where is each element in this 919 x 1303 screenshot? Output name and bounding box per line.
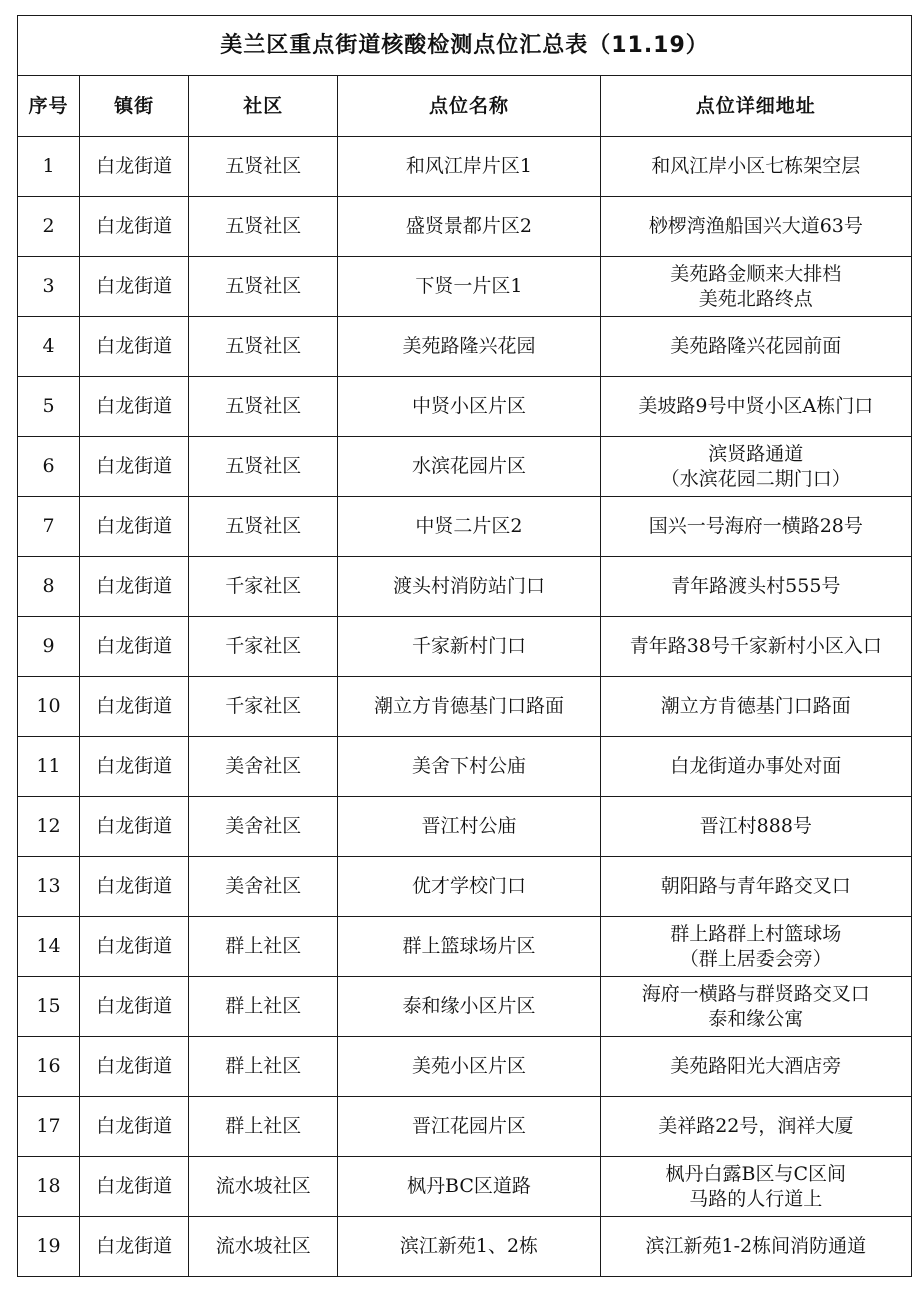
- cell-no: 3: [18, 257, 80, 317]
- cell-no: 4: [18, 317, 80, 377]
- cell-point: 千家新村门口: [338, 617, 600, 677]
- address-line: 泰和缘公寓: [708, 1007, 804, 1030]
- cell-community: 五贤社区: [189, 317, 338, 377]
- table-row: [18, 1157, 912, 1217]
- table-row: [18, 137, 912, 197]
- cell-no: 18: [18, 1157, 80, 1217]
- table-row: [18, 617, 912, 677]
- table-row: [18, 257, 912, 317]
- cell-no: 6: [18, 437, 80, 497]
- cell-community: 五贤社区: [189, 257, 338, 317]
- cell-community: 五贤社区: [189, 497, 338, 557]
- address-line: 国兴一号海府一横路28号: [648, 515, 863, 537]
- cell-community: 流水坡社区: [189, 1217, 338, 1277]
- cell-address: [600, 797, 911, 857]
- cell-point: 枫丹BC区道路: [338, 1157, 600, 1217]
- table-row: [18, 497, 912, 557]
- address-line: 美苑路阳光大酒店旁: [670, 1055, 842, 1077]
- header-town: 镇街: [80, 76, 189, 137]
- cell-point: 晋江村公庙: [338, 797, 600, 857]
- address-line: 白龙街道办事处对面: [670, 755, 842, 777]
- cell-no: 11: [18, 737, 80, 797]
- table-title: 美兰区重点街道核酸检测点位汇总表（11.19）: [18, 16, 912, 76]
- table-row: [18, 977, 912, 1037]
- cell-point: 晋江花园片区: [338, 1097, 600, 1157]
- address-line: 群上路群上村篮球场: [670, 922, 842, 945]
- cell-address: [600, 1217, 911, 1277]
- cell-town: 白龙街道: [80, 497, 189, 557]
- cell-no: 8: [18, 557, 80, 617]
- cell-point: 群上篮球场片区: [338, 917, 600, 977]
- cell-address: [600, 977, 911, 1037]
- cell-community: 五贤社区: [189, 437, 338, 497]
- cell-town: 白龙街道: [80, 737, 189, 797]
- cell-no: 14: [18, 917, 80, 977]
- address-line: 桫椤湾渔船国兴大道63号: [648, 215, 863, 237]
- cell-community: 五贤社区: [189, 137, 338, 197]
- cell-community: 千家社区: [189, 617, 338, 677]
- cell-address: [600, 617, 911, 677]
- cell-address: [600, 197, 911, 257]
- address-line: 美祥路22号，润祥大厦: [658, 1115, 854, 1137]
- title-row: [18, 16, 912, 76]
- cell-no: 13: [18, 857, 80, 917]
- cell-point: 美苑小区片区: [338, 1037, 600, 1097]
- address-line: 滨江新苑1-2栋间消防通道: [645, 1235, 867, 1257]
- cell-no: 5: [18, 377, 80, 437]
- cell-town: 白龙街道: [80, 557, 189, 617]
- address-line: 美苑路金顺来大排档: [670, 262, 842, 285]
- address-line: 枫丹白露B区与C区间: [665, 1162, 847, 1185]
- table-row: [18, 437, 912, 497]
- table-row: [18, 797, 912, 857]
- address-line: 马路的人行道上: [689, 1187, 823, 1210]
- header-address: 点位详细地址: [600, 76, 911, 137]
- cell-address: [600, 1157, 911, 1217]
- cell-point: 盛贤景都片区2: [338, 197, 600, 257]
- cell-point: 中贤二片区2: [338, 497, 600, 557]
- cell-point: 下贤一片区1: [338, 257, 600, 317]
- testing-points-table: [17, 15, 912, 1277]
- address-line: 美苑路隆兴花园前面: [670, 335, 842, 357]
- cell-town: 白龙街道: [80, 977, 189, 1037]
- address-line: 朝阳路与青年路交叉口: [660, 875, 851, 897]
- cell-no: 17: [18, 1097, 80, 1157]
- cell-address: [600, 497, 911, 557]
- cell-address: [600, 437, 911, 497]
- address-line: 海府一横路与群贤路交叉口: [641, 982, 870, 1005]
- cell-point: 和风江岸片区1: [338, 137, 600, 197]
- cell-no: 9: [18, 617, 80, 677]
- cell-no: 15: [18, 977, 80, 1037]
- cell-no: 16: [18, 1037, 80, 1097]
- cell-community: 千家社区: [189, 557, 338, 617]
- address-line: 美苑北路终点: [698, 287, 813, 310]
- cell-community: 流水坡社区: [189, 1157, 338, 1217]
- cell-community: 群上社区: [189, 1037, 338, 1097]
- cell-town: 白龙街道: [80, 1157, 189, 1217]
- cell-town: 白龙街道: [80, 377, 189, 437]
- table-row: [18, 1037, 912, 1097]
- table-row: [18, 557, 912, 617]
- cell-no: 1: [18, 137, 80, 197]
- cell-address: [600, 1037, 911, 1097]
- table-row: [18, 737, 912, 797]
- cell-town: 白龙街道: [80, 1037, 189, 1097]
- address-line: 滨贤路通道: [708, 442, 804, 465]
- cell-community: 群上社区: [189, 1097, 338, 1157]
- cell-point: 滨江新苑1、2栋: [338, 1217, 600, 1277]
- cell-point: 美舍下村公庙: [338, 737, 600, 797]
- cell-point: 美苑路隆兴花园: [338, 317, 600, 377]
- table-row: [18, 857, 912, 917]
- cell-community: 五贤社区: [189, 197, 338, 257]
- address-line: 晋江村888号: [699, 815, 812, 837]
- cell-town: 白龙街道: [80, 797, 189, 857]
- address-line: 青年路渡头村555号: [671, 575, 841, 597]
- table-row: [18, 677, 912, 737]
- cell-town: 白龙街道: [80, 677, 189, 737]
- address-line: 潮立方肯德基门口路面: [660, 695, 851, 717]
- cell-community: 千家社区: [189, 677, 338, 737]
- table-row: [18, 197, 912, 257]
- cell-town: 白龙街道: [80, 257, 189, 317]
- cell-no: 2: [18, 197, 80, 257]
- cell-address: [600, 317, 911, 377]
- cell-no: 12: [18, 797, 80, 857]
- cell-address: [600, 137, 911, 197]
- cell-no: 10: [18, 677, 80, 737]
- cell-town: 白龙街道: [80, 137, 189, 197]
- cell-address: [600, 377, 911, 437]
- cell-town: 白龙街道: [80, 917, 189, 977]
- header-no: 序号: [18, 76, 80, 137]
- cell-town: 白龙街道: [80, 617, 189, 677]
- cell-address: [600, 737, 911, 797]
- cell-point: 潮立方肯德基门口路面: [338, 677, 600, 737]
- table-row: [18, 917, 912, 977]
- cell-community: 美舍社区: [189, 857, 338, 917]
- table-body: [18, 137, 912, 1277]
- table-row: [18, 1097, 912, 1157]
- cell-community: 群上社区: [189, 977, 338, 1037]
- cell-address: [600, 857, 911, 917]
- cell-point: 中贤小区片区: [338, 377, 600, 437]
- cell-town: 白龙街道: [80, 317, 189, 377]
- cell-address: [600, 257, 911, 317]
- table-row: [18, 377, 912, 437]
- cell-point: 渡头村消防站门口: [338, 557, 600, 617]
- cell-community: 群上社区: [189, 917, 338, 977]
- address-line: 青年路38号千家新村小区入口: [629, 635, 882, 657]
- cell-address: [600, 557, 911, 617]
- table-row: [18, 317, 912, 377]
- cell-point: 泰和缘小区片区: [338, 977, 600, 1037]
- cell-address: [600, 917, 911, 977]
- cell-point: 水滨花园片区: [338, 437, 600, 497]
- cell-no: 7: [18, 497, 80, 557]
- cell-community: 美舍社区: [189, 797, 338, 857]
- cell-community: 五贤社区: [189, 377, 338, 437]
- address-line: 和风江岸小区七栋架空层: [651, 155, 861, 177]
- cell-town: 白龙街道: [80, 437, 189, 497]
- header-community: 社区: [189, 76, 338, 137]
- cell-town: 白龙街道: [80, 197, 189, 257]
- table-row: [18, 1217, 912, 1277]
- cell-town: 白龙街道: [80, 1217, 189, 1277]
- cell-town: 白龙街道: [80, 1097, 189, 1157]
- cell-community: 美舍社区: [189, 737, 338, 797]
- address-line: 美坡路9号中贤小区A栋门口: [638, 395, 874, 417]
- header-row: [18, 76, 912, 137]
- address-line: （群上居委会旁）: [679, 947, 832, 970]
- cell-address: [600, 1097, 911, 1157]
- cell-town: 白龙街道: [80, 857, 189, 917]
- address-line: （水滨花园二期门口）: [660, 467, 851, 490]
- cell-address: [600, 677, 911, 737]
- header-point: 点位名称: [338, 76, 600, 137]
- cell-no: 19: [18, 1217, 80, 1277]
- cell-point: 优才学校门口: [338, 857, 600, 917]
